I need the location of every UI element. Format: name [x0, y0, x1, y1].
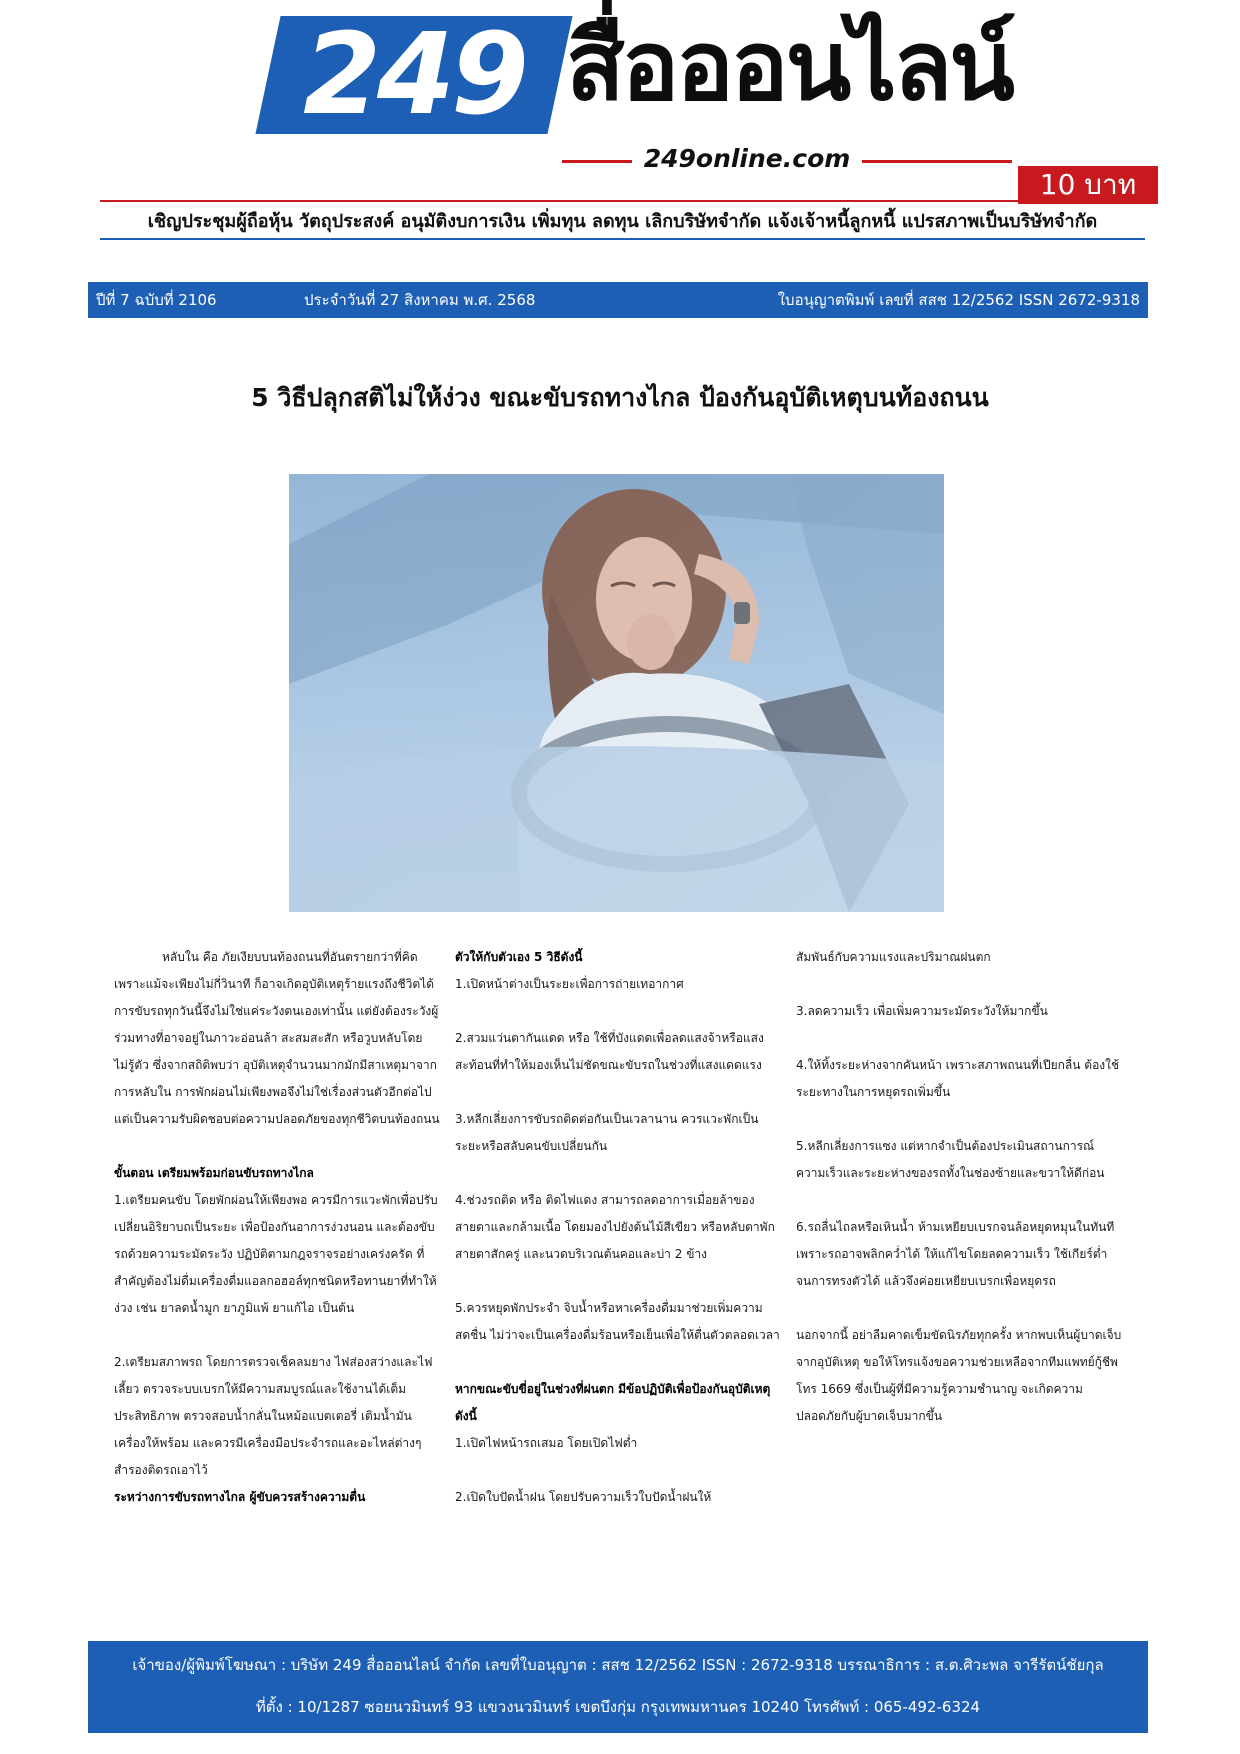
article-closing: นอกจากนี้ อย่าลืมคาดเข็มขัดนิรภัยทุกครั้ง หากพบเห็นผู้บาดเจ็บจากอุบัติเหตุ ขอให้โทรแจ้งขอความช่วยเหลือจากทีมแพทย์กู้ชีพ โทร 1669 ซึ่งเป็นผู้ที่มีความรู้ความชำนาญ จะเกิดความปลอดภัยกับผู้บาดเจ็บมากขึ้น: [796, 1328, 1122, 1423]
rain-tip-3: 3.ลดความเร็ว เพื่อเพิ่มความระมัดระวังให้มากขึ้น: [796, 1004, 1048, 1018]
print-license: ใบอนุญาตพิมพ์ เลขที่ สสช 12/2562 ISSN 2672-9318: [777, 291, 1140, 309]
price-badge: 10 บาท: [1018, 166, 1158, 204]
tips-heading: ตัวให้กับตัวเอง 5 วิธีดังนี้: [455, 950, 583, 964]
services-tagline: เชิญประชุมผู้ถือหุ้น วัตถุประสงค์ อนุมัติงบการเงิน เพิ่มทุน ลดทุน เลิกบริษัทจำกัด แจ้งเจ้าหนี้ลูกหนี้ แปรสภาพเป็นบริษัทจำกัด: [147, 211, 1098, 232]
prep-step-1: 1.เตรียมคนขับ โดยพักผ่อนให้เพียงพอ ควรมีการแวะพักเพื่อปรับเปลี่ยนอิริยาบถเป็นระยะ เพื่อป้องกันอาการง่วงนอน และต้องขับรถด้วยความระมัดระวัง ปฏิบัติตามกฎจราจรอย่างเคร่งครัด ที่สำคัญต้องไม่ดื่มเครื่องดื่มแอลกอฮอล์ทุกชนิดหรือทานยาที่ทำให้ง่วง เช่น ยาลดน้ำมูก ยาภูมิแพ้ ยาแก้ไอ เป็นต้น: [114, 1193, 438, 1315]
article-column-2: [455, 944, 781, 1511]
publisher-footer: [88, 1641, 1148, 1733]
logo-rule-right: [862, 160, 1012, 163]
issue-date: ประจำวันที่ 27 สิงหาคม พ.ศ. 2568: [304, 291, 536, 309]
rain-heading: หากขณะขับขี่อยู่ในช่วงที่ฝนตก มีข้อปฏิบัติเพื่อป้องกันอุบัติเหตุ ดังนี้: [455, 1382, 771, 1423]
rain-tip-6: 6.รถลื่นไถลหรือเหินน้ำ ห้ามเหยียบเบรกจนล้อหยุดหมุนในทันที เพราะรถอาจพลิกคว่ำได้ ให้แก้ไขโดยลดความเร็ว ใช้เกียร์ต่ำ จนการทรงตัวได้ แล้วจึงค่อยเหยียบเบรกเพื่อหยุดรถ: [796, 1220, 1115, 1288]
logo-number-block: [255, 10, 572, 140]
rain-tip-2-continued: สัมพันธ์กับความแรงและปริมาณฝนตก: [796, 950, 991, 964]
tip-3: 3.หลีกเลี่ยงการขับรถติดต่อกันเป็นเวลานาน ควรแวะพักเป็นระยะหรือสลับคนขับเปลี่ยนกัน: [455, 1112, 759, 1153]
article-column-3: [796, 944, 1122, 1430]
logo-rule-left: [562, 160, 632, 163]
masthead-divider-blue: [100, 238, 1145, 240]
tip-2: 2.สวมแว่นตากันแดด หรือ ใช้ที่บังแดดเพื่อลดแสงจ้าหรือแสงสะท้อนที่ทำให้มองเห็นไม่ชัดขณะขับรถในช่วงที่แสงแดดแรง: [455, 1031, 764, 1072]
rain-tip-5: 5.หลีกเลี่ยงการแซง แต่หากจำเป็นต้องประเมินสถานการณ์ ความเร็วและระยะห่างของรถทั้งในช่องซ้ายและขวาให้ดีก่อน: [796, 1139, 1105, 1180]
logo-thai-wordmark: สื่อออนไลน์: [566, 10, 1012, 122]
rain-tip-2: 2.เปิดใบปัดน้ำฝน โดยปรับความเร็วใบปัดน้ำฝนให้: [455, 1490, 712, 1504]
prep-step-2: 2.เตรียมสภาพรถ โดยการตรวจเช็คลมยาง ไฟส่องสว่างและไฟเลี้ยว ตรวจระบบเบรกให้มีความสมบูรณ์และใช้งานได้เต็มประสิทธิภาพ ตรวจสอบน้ำกลั่นในหม้อแบตเตอรี่ เติมน้ำมันเครื่องให้พร้อม และควรมีเครื่องมือประจำรถและอะไหล่ต่างๆสำรองติดรถเอาไว้: [114, 1355, 433, 1477]
article-column-1: [114, 944, 440, 1511]
issue-bar: [88, 282, 1148, 318]
tip-4: 4.ช่วงรถติด หรือ ติดไฟแดง สามารถลดอาการเมื่อยล้าของสายตาและกล้ามเนื้อ โดยมองไปยังต้นไม้สีเขียว หรือหลับตาพักสายตาสักครู่ และนวดบริเวณต้นคอและบ่า 2 ข้าง: [455, 1193, 775, 1261]
tip-5: 5.ควรหยุดพักประจำ จิบน้ำหรือหาเครื่องดื่มมาช่วยเพิ่มความสดชื่น ไม่ว่าจะเป็นเครื่องดื่มร้อนหรือเย็นเพื่อให้ตื่นตัวตลอดเวลา: [455, 1301, 780, 1342]
drowsy-driver-illustration: [289, 474, 944, 912]
footer-address: ที่ตั้ง : 10/1287 ซอยนวมินทร์ 93 แขวงนวมินทร์ เขตบึงกุ่ม กรุงเทพมหานคร 10240 โทรศัพท์ : 065-492-6324: [255, 1698, 981, 1716]
rain-tip-1: 1.เปิดไฟหน้ารถเสมอ โดยเปิดไฟต่ำ: [455, 1436, 638, 1450]
logo-url: 249online.com: [643, 144, 851, 173]
article-intro: หลับใน คือ ภัยเงียบบนท้องถนนที่อันตรายกว่าที่คิด เพราะแม้จะเพียงไม่กี่วินาที ก็อาจเกิดอุบัติเหตุร้ายแรงถึงชีวิตได้ การขับรถทุกวันนี้จึงไม่ใช่แค่ระวังตนเองเท่านั้น แต่ยังต้องระวังผู้ร่วมทางที่อาจอยู่ในภาวะอ่อนล้า สะสมสะสัก หรือวูบหลับโดยไม่รู้ตัว ซึ่งจากสถิติพบว่า อุบัติเหตุจำนวนมากมักมีสาเหตุมาจากการหลับใน การพักผ่อนไม่เพียงพอจึงไม่ใช่เรื่องส่วนตัวอีกต่อไป แต่เป็นความรับผิดชอบต่อความปลอดภัยของทุกชีวิตบนท้องถนน: [114, 950, 440, 1126]
tip-1: 1.เปิดหน้าต่างเป็นระยะเพื่อการถ่ายเทอากาศ: [455, 977, 684, 991]
rain-tip-4: 4.ให้ทิ้งระยะห่างจากคันหน้า เพราะสภาพถนนที่เปียกลื่น ต้องใช้ระยะทางในการหยุดรถเพิ่มขึ้น: [796, 1058, 1120, 1099]
article-headline: 5 วิธีปลุกสติไม่ให้ง่วง ขณะขับรถทางไกล ป้องกันอุบัติเหตุบนท้องถนน: [251, 383, 989, 412]
masthead-divider-red: [100, 200, 1020, 202]
section-heading-prep: ขั้นตอน เตรียมพร้อมก่อนขับรถทางไกล: [114, 1166, 314, 1180]
logo-number: 249: [303, 10, 525, 140]
article-photo: [289, 474, 944, 912]
issue-number: ปีที่ 7 ฉบับที่ 2106: [96, 291, 217, 309]
section-heading-driving: ระหว่างการขับรถทางไกล ผู้ขับควรสร้างความตื่น: [114, 1490, 366, 1504]
footer-publisher-info: เจ้าของ/ผู้พิมพ์โฆษณา : บริษัท 249 สื่อออนไลน์ จำกัด เลขที่ใบอนุญาต : สสช 12/2562 ISSN : 2672-9318 บรรณาธิการ : ส.ต.ศิวะพล จารีรัตน์ชัยกุล: [132, 1656, 1104, 1674]
